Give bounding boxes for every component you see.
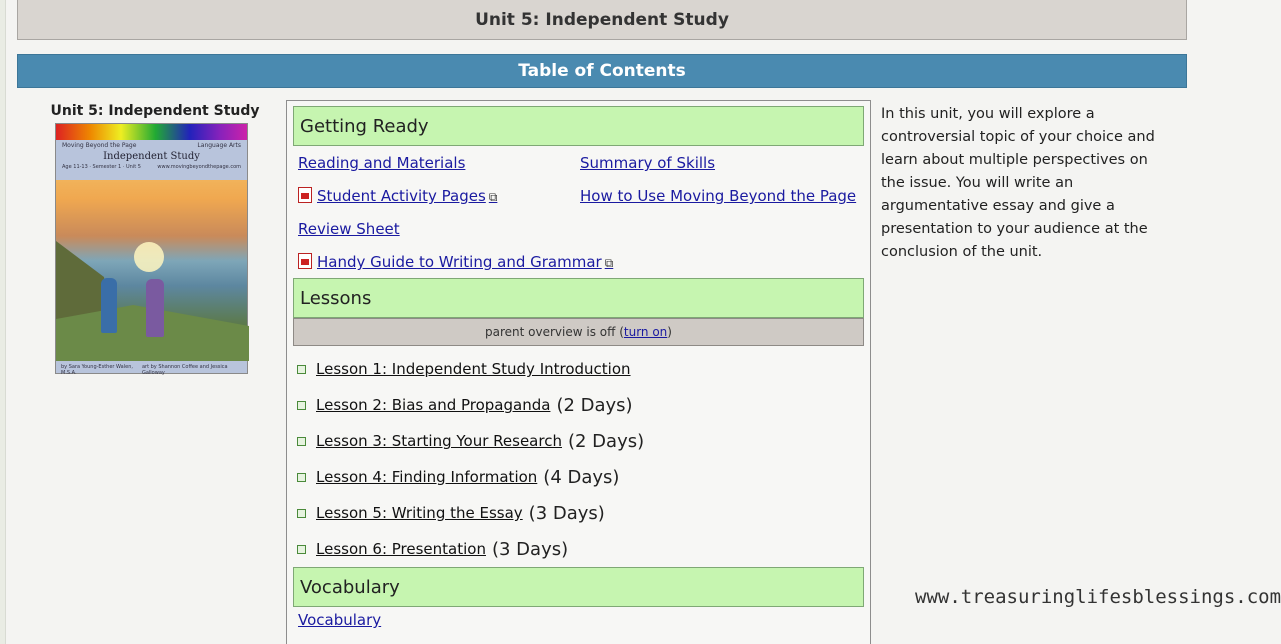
review-sheet-link[interactable]: Review Sheet [298,220,400,238]
square-bullet-icon [297,509,306,518]
square-bullet-icon [297,473,306,482]
toc-title: Table of Contents [518,61,686,81]
square-bullet-icon [297,545,306,554]
lesson-1-link[interactable]: Lesson 1: Independent Study Introduction [316,360,631,378]
book-title: Unit 5: Independent Study [50,103,260,119]
summary-of-skills-link[interactable]: Summary of Skills [580,154,716,172]
getting-ready-label: Getting Ready [300,115,429,137]
lesson-item [293,459,864,495]
square-bullet-icon [297,437,306,446]
square-bullet-icon [297,401,306,410]
toc-bar [17,54,1187,88]
unit-title-bar [17,0,1187,40]
lesson-item [293,495,864,531]
page-frame [0,0,6,644]
cover-author: by Sara Young-Esther Walen, M.S.A. [61,364,133,376]
parent-overview-bar [293,318,864,346]
cover-rainbow [56,124,247,140]
parent-overview-status: parent overview is off ( [485,325,624,339]
lesson-4-link[interactable]: Lesson 4: Finding Information [316,468,538,486]
how-to-use-link[interactable]: How to Use Moving Beyond the Page [580,187,857,205]
getting-ready-links [293,146,864,278]
pdf-icon [298,253,312,269]
lesson-duration: (4 Days) [543,466,620,488]
cover-child-figure [146,279,164,337]
cover-title: Independent Study [103,151,200,162]
lesson-item [293,387,864,423]
cover-title-band [56,140,247,180]
turn-on-overview-link[interactable]: turn on [623,325,668,339]
cover-series: Moving Beyond the Page [62,142,137,149]
student-activity-pages-link[interactable] [298,187,497,205]
lesson-item [293,351,864,387]
watermark: www.treasuringlifesblessings.com [915,586,1281,608]
cover-sun [134,242,164,272]
parent-overview-close: ) [667,325,672,339]
lessons-heading [293,278,864,318]
lessons-label: Lessons [300,287,372,309]
lesson-3-link[interactable]: Lesson 3: Starting Your Research [316,432,562,450]
handy-guide-label: Handy Guide to Writing and Grammar [317,253,602,271]
student-activity-pages-label: Student Activity Pages [317,187,486,205]
lesson-list [293,346,864,567]
book-column [40,103,270,374]
lesson-duration: (3 Days) [528,502,605,524]
vocabulary-link[interactable]: Vocabulary [298,611,382,629]
external-link-icon: ⧉ [604,256,614,270]
cover-credits [56,361,247,376]
vocabulary-label: Vocabulary [300,576,400,598]
pdf-icon [298,187,312,203]
lesson-duration: (2 Days) [556,394,633,416]
lesson-item [293,423,864,459]
getting-ready-heading [293,106,864,146]
lesson-5-link[interactable]: Lesson 5: Writing the Essay [316,504,523,522]
lesson-2-link[interactable]: Lesson 2: Bias and Propaganda [316,396,551,414]
unit-title: Unit 5: Independent Study [475,9,729,30]
cover-child-figure [101,278,117,333]
cover-age-line: Age 11-13 · Semester 1 · Unit 5 [62,164,141,170]
external-link-icon: ⧉ [488,190,498,204]
cover-site: www.movingbeyondthepage.com [157,164,241,170]
cover-subject: Language Arts [197,142,241,149]
handy-guide-link[interactable] [298,253,613,271]
unit-description: In this unit, you will explore a controversial topic of your choice and learn about multiple perspectives on the issue. You will write an argumentative essay and give a presentation to your audience at the conclusion of the unit. [881,106,1155,260]
unit-contents-panel [286,100,871,644]
reading-materials-link[interactable]: Reading and Materials [298,154,466,172]
lesson-6-link[interactable]: Lesson 6: Presentation [316,540,486,558]
cover-art-credit: art by Shannon Coffee and Jessica Galloway [141,364,228,376]
lesson-duration: (2 Days) [567,430,645,452]
vocabulary-heading [293,567,864,607]
lesson-duration: (3 Days) [491,538,569,560]
book-cover-image [55,123,248,374]
lesson-item [293,531,864,567]
square-bullet-icon [297,365,306,374]
